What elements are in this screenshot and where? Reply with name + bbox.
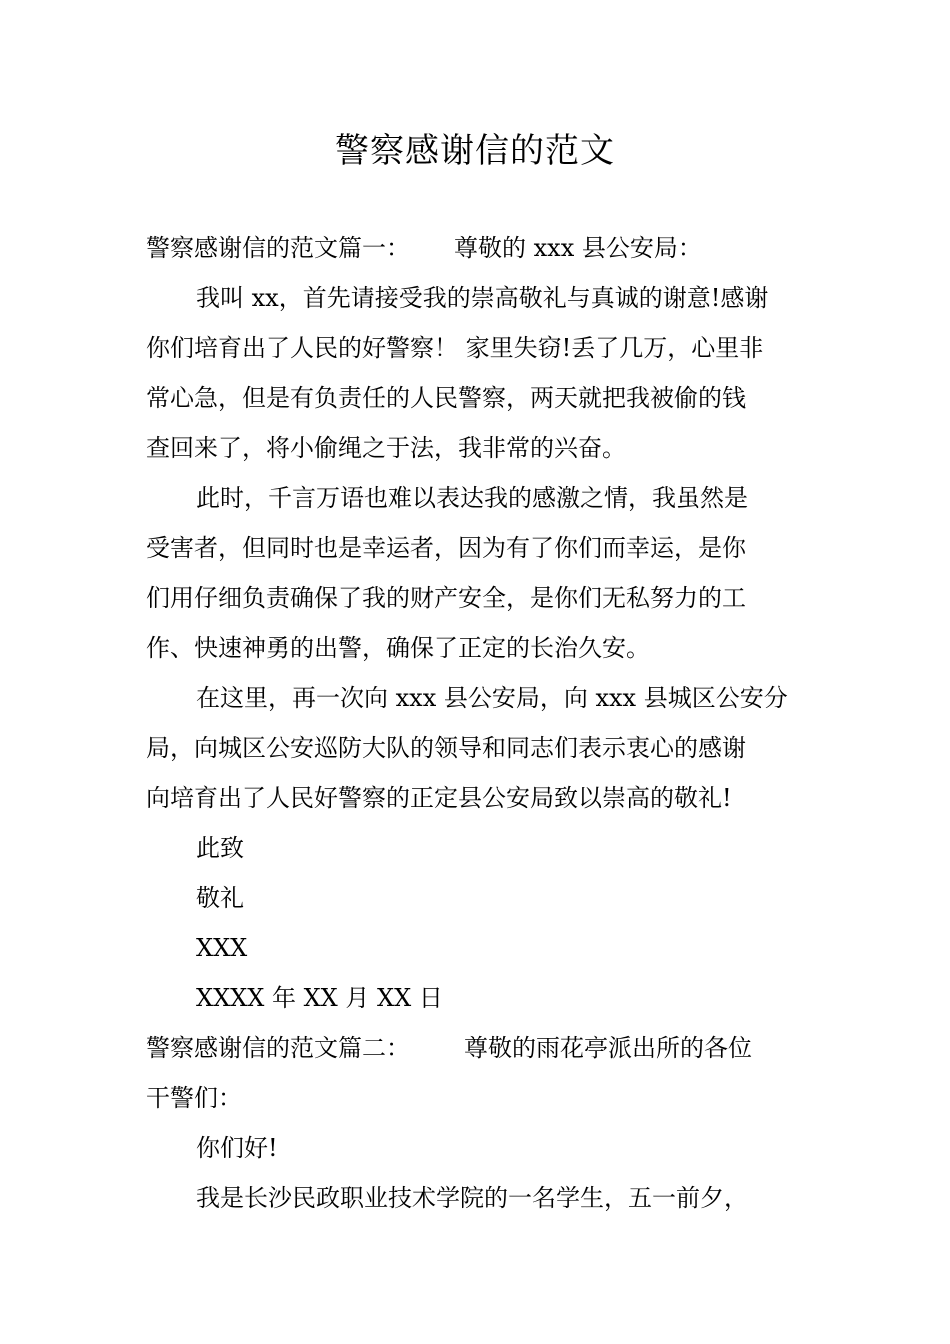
paragraph-line: 此时，千言万语也难以表达我的感激之情，我虽然是	[196, 484, 748, 512]
letter2-heading: 警察感谢信的范文篇二：	[146, 1034, 410, 1062]
paragraph-line: 们用仔细负责确保了我的财产安全，是你们无私努力的工	[146, 584, 746, 612]
letter2-salutation-cont: 干警们：	[146, 1084, 242, 1112]
document-body	[146, 223, 806, 1223]
paragraph-line: 受害者，但同时也是幸运者，因为有了你们而幸运，是你	[146, 534, 746, 562]
letter2-heading-line	[146, 1023, 806, 1073]
paragraph-line: 作、快速神勇的出警，确保了正定的长治久安。	[146, 634, 650, 662]
letter1-paragraph-3	[146, 673, 806, 823]
letter2-greeting: 你们好!	[196, 1134, 278, 1162]
letter2-paragraph-1	[146, 1173, 806, 1223]
letter2-salutation: 尊敬的雨花亭派出所的各位	[464, 1034, 752, 1062]
paragraph-line: 局，向城区公安巡防大队的领导和同志们表示衷心的感谢	[146, 734, 746, 762]
letter1-date: XXXX 年 XX 月 XX 日	[196, 984, 443, 1012]
letter1-signature: XXX	[196, 934, 248, 962]
paragraph-line: 查回来了，将小偷绳之于法，我非常的兴奋。	[146, 434, 626, 462]
page-title: 警察感谢信的范文	[335, 131, 615, 171]
paragraph-line: 我是长沙民政职业技术学院的一名学生，五一前夕，	[196, 1184, 748, 1212]
letter1-salutation: 尊敬的 xxx 县公安局：	[454, 234, 702, 262]
paragraph-line: 我叫 xx，首先请接受我的崇高敬礼与真诚的谢意!感谢	[196, 284, 769, 312]
paragraph-line: 常心急，但是有负责任的人民警察，两天就把我被偷的钱	[146, 384, 746, 412]
letter1-heading-line	[146, 223, 806, 273]
letter1-paragraph-2	[146, 473, 806, 673]
paragraph-line: 向培育出了人民好警察的正定县公安局致以崇高的敬礼!	[146, 784, 732, 812]
letter1-heading: 警察感谢信的范文篇一：	[146, 234, 410, 262]
letter1-paragraph-1	[146, 273, 806, 473]
letter1-closing-2: 敬礼	[196, 884, 244, 912]
paragraph-line: 在这里，再一次向 xxx 县公安局，向 xxx 县城区公安分	[196, 684, 788, 712]
paragraph-line: 你们培育出了人民的好警察！ 家里失窃!丢了几万，心里非	[146, 334, 764, 362]
letter1-closing-1: 此致	[196, 834, 244, 862]
